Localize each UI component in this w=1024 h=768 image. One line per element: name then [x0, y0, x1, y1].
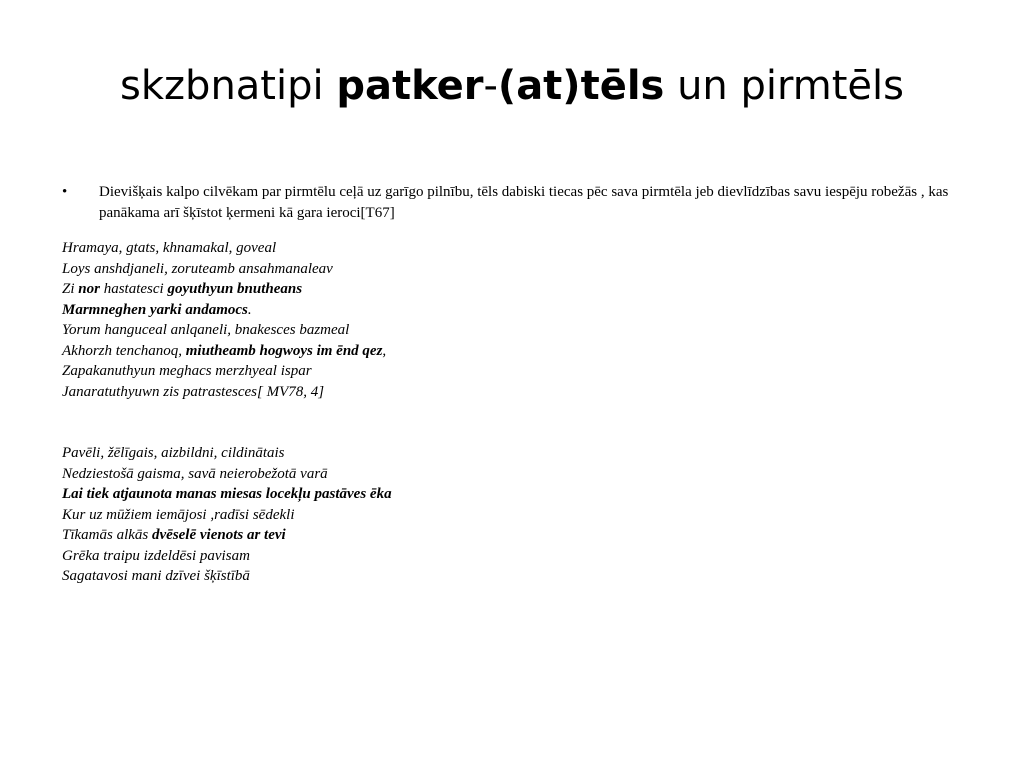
bullet-item — [62, 182, 962, 223]
poem-armenian — [62, 238, 962, 402]
poem2-line-3-bold: Lai tiek atjaunota manas miesas locekļu pastāves ēka — [62, 486, 392, 502]
poem-latvian — [62, 443, 962, 587]
slide-title — [0, 62, 1024, 110]
bullet-text: Dievišķais kalpo cilvēkam par pirmtēlu ceļā uz garīgo pilnību, tēls dabiski tiecas pēc sava pirmtēla jeb dievlīdzības savu iespēju robežās , kas panākama arī šķīstot ķermeni kā gara ieroci[T67] — [99, 184, 949, 221]
poem2-line-5 — [62, 525, 962, 546]
poem2-line-4: Kur uz mūžiem iemājosi ,radīsi sēdekli — [62, 506, 295, 523]
title-part-4: (at)tēls — [497, 63, 665, 109]
poem2-line-5-b: dvēselē vienots ar tevi — [152, 527, 286, 543]
poem1-line-3-a: Zi — [62, 281, 79, 297]
poem2-line-1: Pavēli, žēlīgais, aizbildni, cildinātais — [62, 445, 285, 461]
title-part-5: un pirmtēls — [664, 63, 904, 109]
bullet-marker: • — [62, 184, 68, 200]
title-part-3: - — [483, 63, 498, 109]
poem1-line-4-a: Marmneghen yarki andamocs — [62, 301, 248, 318]
poem1-line-3-d: goyuthyun bnutheans — [167, 281, 303, 297]
poem1-line-6-c: , — [382, 342, 387, 359]
poem2-line-5-a: Tīkamās alkās — [62, 527, 152, 543]
title-part-1: skzbnatipi — [120, 63, 337, 109]
poem1-line-4-b: . — [247, 301, 252, 318]
poem1-line-8: Janaratuthyuwn zis patrastesces[ MV78, 4] — [62, 383, 325, 400]
slide-body — [62, 182, 962, 587]
poem1-line-6-b: miutheamb hogwoys im ēnd qez — [185, 342, 383, 359]
poem2-line-6: Grēka traipu izdeldēsi pavisam — [62, 547, 250, 564]
poem1-line-3 — [62, 279, 962, 300]
poem1-line-3-c: hastatesci — [99, 281, 168, 297]
title-part-2: patker — [336, 63, 484, 109]
poem1-line-4 — [62, 300, 962, 321]
poem1-line-6-a: Akhorzh tenchanoq, — [62, 342, 186, 359]
poem1-line-3-b: nor — [78, 281, 100, 297]
poem1-line-2: Loys anshdjaneli, zoruteamb ansahmanaleav — [62, 260, 333, 277]
poem1-line-5: Yorum hanguceal anlqaneli, bnakesces bazmeal — [62, 322, 350, 338]
poem1-line-7: Zapakanuthyun meghacs merzhyeal ispar — [62, 363, 312, 379]
poem2-line-2: Nedziestošā gaisma, savā neierobežotā varā — [62, 465, 328, 482]
poem2-line-7: Sagatavosi mani dzīvei šķīstībā — [62, 568, 250, 584]
poem1-line-6 — [62, 341, 962, 362]
poem1-line-1: Hramaya, gtats, khnamakal, goveal — [62, 240, 277, 256]
poem2-line-3 — [62, 484, 962, 505]
